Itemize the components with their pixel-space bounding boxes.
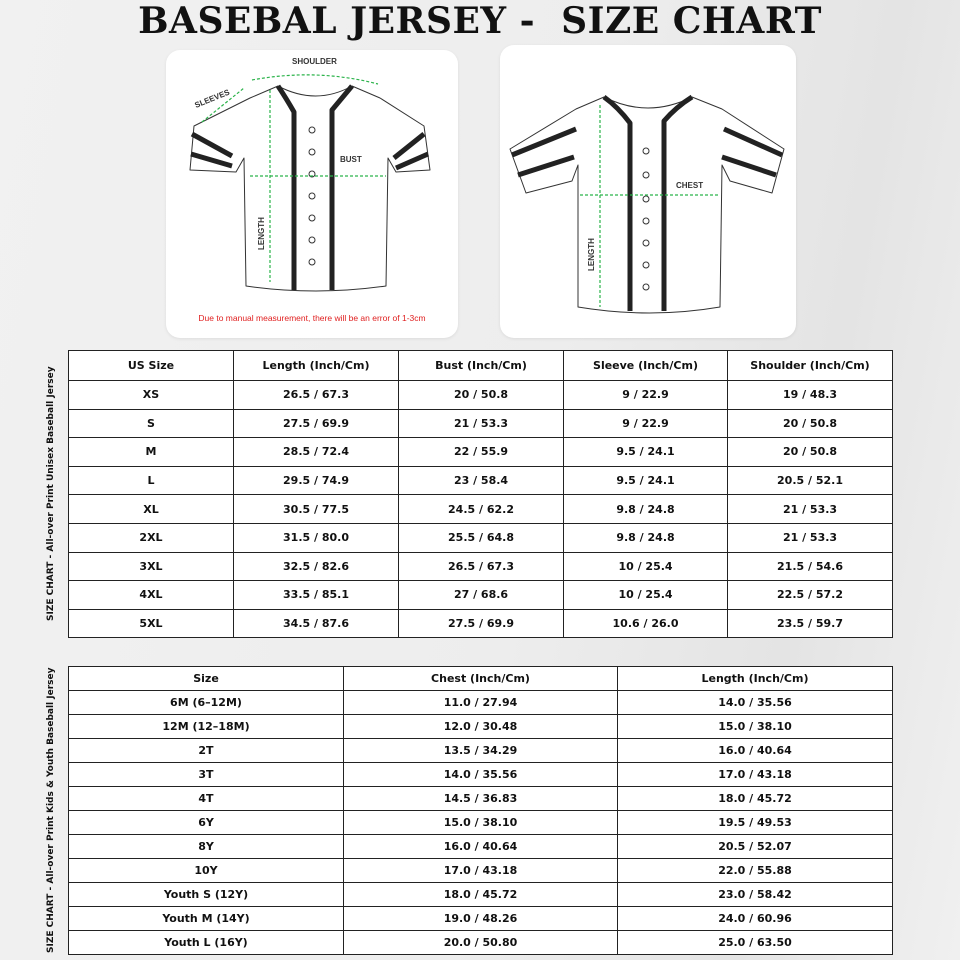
table-cell: 27.5 / 69.9	[234, 409, 399, 438]
table-cell: 28.5 / 72.4	[234, 438, 399, 467]
youth-size-chart-label: SIZE CHART - All-over Print Kids & Youth Baseball Jersey	[46, 667, 56, 953]
column-header: Chest (Inch/Cm)	[344, 667, 618, 691]
table-cell: Youth L (16Y)	[69, 931, 344, 955]
table-row	[69, 859, 893, 883]
table-cell: 17.0 / 43.18	[618, 763, 893, 787]
measurement-error-note: Due to manual measurement, there will be an error of 1-3cm	[198, 313, 426, 323]
table-cell: 26.5 / 67.3	[399, 552, 564, 581]
table-row	[69, 552, 893, 581]
table-cell: M	[69, 438, 234, 467]
table-cell: 6Y	[69, 811, 344, 835]
table-cell: 30.5 / 77.5	[234, 495, 399, 524]
table-cell: 25.0 / 63.50	[618, 931, 893, 955]
table-cell: 12.0 / 30.48	[344, 715, 618, 739]
table-cell: 18.0 / 45.72	[618, 787, 893, 811]
table-row	[69, 835, 893, 859]
table-cell: 21.5 / 54.6	[728, 552, 893, 581]
table-cell: 20.5 / 52.07	[618, 835, 893, 859]
table-cell: 15.0 / 38.10	[618, 715, 893, 739]
table-cell: 10 / 25.4	[564, 552, 728, 581]
table-row	[69, 787, 893, 811]
table-row	[69, 739, 893, 763]
table-header-row	[69, 667, 893, 691]
table-row	[69, 811, 893, 835]
table-cell: 20.0 / 50.80	[344, 931, 618, 955]
table-cell: 8Y	[69, 835, 344, 859]
table-cell: 32.5 / 82.6	[234, 552, 399, 581]
table-cell: 17.0 / 43.18	[344, 859, 618, 883]
table-cell: 29.5 / 74.9	[234, 466, 399, 495]
table-cell: 20 / 50.8	[728, 409, 893, 438]
table-cell: 34.5 / 87.6	[234, 609, 399, 638]
column-header: Size	[69, 667, 344, 691]
table-cell: 21 / 53.3	[728, 495, 893, 524]
table-cell: 18.0 / 45.72	[344, 883, 618, 907]
table-row	[69, 763, 893, 787]
table-cell: 4T	[69, 787, 344, 811]
table-cell: 23 / 58.4	[399, 466, 564, 495]
table-row	[69, 691, 893, 715]
length-label: LENGTH	[587, 238, 596, 271]
table-cell: 21 / 53.3	[399, 409, 564, 438]
table-cell: 16.0 / 40.64	[344, 835, 618, 859]
table-cell: 19.0 / 48.26	[344, 907, 618, 931]
table-cell: 15.0 / 38.10	[344, 811, 618, 835]
table-cell: Youth S (12Y)	[69, 883, 344, 907]
table-cell: 13.5 / 34.29	[344, 739, 618, 763]
adult-size-chart-label: SIZE CHART - All-over Print Unisex Baseball Jersey	[46, 366, 56, 622]
table-cell: L	[69, 466, 234, 495]
table-cell: 24.0 / 60.96	[618, 907, 893, 931]
table-cell: 4XL	[69, 581, 234, 610]
table-row	[69, 609, 893, 638]
page-title: BASEBAL JERSEY - SIZE CHART	[138, 0, 822, 42]
table-cell: 9.5 / 24.1	[564, 438, 728, 467]
table-cell: 20 / 50.8	[728, 438, 893, 467]
column-header: Bust (Inch/Cm)	[399, 351, 564, 381]
table-row	[69, 381, 893, 410]
table-cell: 23.0 / 58.42	[618, 883, 893, 907]
table-cell: 23.5 / 59.7	[728, 609, 893, 638]
column-header: Sleeve (Inch/Cm)	[564, 351, 728, 381]
column-header: Length (Inch/Cm)	[618, 667, 893, 691]
length-label: LENGTH	[257, 217, 266, 250]
table-row	[69, 523, 893, 552]
table-cell: 22.5 / 57.2	[728, 581, 893, 610]
table-row	[69, 907, 893, 931]
table-row	[69, 409, 893, 438]
table-cell: 20 / 50.8	[399, 381, 564, 410]
table-cell: S	[69, 409, 234, 438]
table-cell: 16.0 / 40.64	[618, 739, 893, 763]
jersey-body	[510, 97, 784, 313]
table-row	[69, 438, 893, 467]
table-row	[69, 715, 893, 739]
table-cell: 20.5 / 52.1	[728, 466, 893, 495]
column-header: Length (Inch/Cm)	[234, 351, 399, 381]
table-cell: 31.5 / 80.0	[234, 523, 399, 552]
table-cell: 27 / 68.6	[399, 581, 564, 610]
sleeves-label: SLEEVES	[193, 87, 231, 110]
table-row	[69, 495, 893, 524]
table-row	[69, 581, 893, 610]
table-cell: 14.0 / 35.56	[618, 691, 893, 715]
jersey-diagram-chest	[500, 45, 796, 338]
table-cell: 3T	[69, 763, 344, 787]
table-cell: XS	[69, 381, 234, 410]
table-cell: 10.6 / 26.0	[564, 609, 728, 638]
table-cell: 10 / 25.4	[564, 581, 728, 610]
youth-size-table	[68, 666, 893, 955]
table-cell: 9.5 / 24.1	[564, 466, 728, 495]
table-cell: 27.5 / 69.9	[399, 609, 564, 638]
column-header: US Size	[69, 351, 234, 381]
table-cell: 9.8 / 24.8	[564, 523, 728, 552]
table-cell: 12M (12–18M)	[69, 715, 344, 739]
table-cell: 24.5 / 62.2	[399, 495, 564, 524]
table-cell: 21 / 53.3	[728, 523, 893, 552]
table-cell: 5XL	[69, 609, 234, 638]
table-row	[69, 883, 893, 907]
table-cell: 26.5 / 67.3	[234, 381, 399, 410]
table-cell: 2T	[69, 739, 344, 763]
table-cell: 6M (6–12M)	[69, 691, 344, 715]
table-cell: 9.8 / 24.8	[564, 495, 728, 524]
table-cell: 22 / 55.9	[399, 438, 564, 467]
table-cell: 19 / 48.3	[728, 381, 893, 410]
shoulder-label: SHOULDER	[292, 57, 337, 66]
table-row	[69, 931, 893, 955]
table-header-row	[69, 351, 893, 381]
bust-label: BUST	[340, 155, 362, 164]
table-cell: Youth M (14Y)	[69, 907, 344, 931]
table-cell: 14.5 / 36.83	[344, 787, 618, 811]
table-cell: 19.5 / 49.53	[618, 811, 893, 835]
chest-label: CHEST	[676, 181, 704, 190]
table-cell: 22.0 / 55.88	[618, 859, 893, 883]
table-cell: 2XL	[69, 523, 234, 552]
table-cell: 11.0 / 27.94	[344, 691, 618, 715]
table-cell: 25.5 / 64.8	[399, 523, 564, 552]
table-cell: 3XL	[69, 552, 234, 581]
table-cell: 9 / 22.9	[564, 381, 728, 410]
table-cell: 9 / 22.9	[564, 409, 728, 438]
table-cell: XL	[69, 495, 234, 524]
adult-size-table	[68, 350, 893, 638]
table-row	[69, 466, 893, 495]
table-cell: 33.5 / 85.1	[234, 581, 399, 610]
table-cell: 10Y	[69, 859, 344, 883]
jersey-diagram-measurements	[166, 50, 458, 338]
column-header: Shoulder (Inch/Cm)	[728, 351, 893, 381]
table-cell: 14.0 / 35.56	[344, 763, 618, 787]
